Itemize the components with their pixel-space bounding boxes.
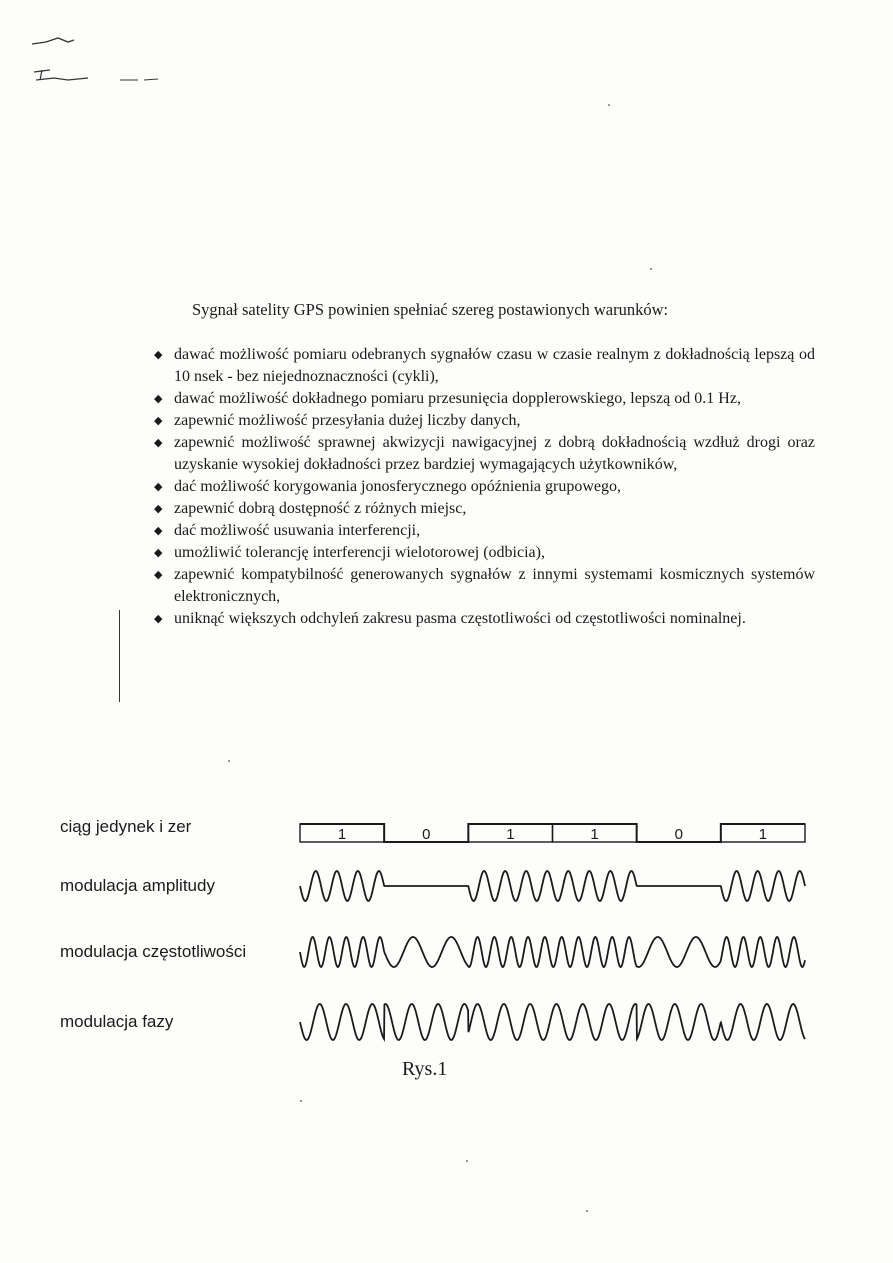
- bit-label: 1: [337, 826, 347, 843]
- diamond-bullet-icon: ◆: [154, 524, 163, 537]
- figure-caption: Rys.1: [402, 1058, 448, 1080]
- list-item-text: dawać możliwość pomiaru odebranych sygnałów czasu w czasie realnym z dokładnością lepszą od 10 nsek - bez niejednoznaczności (cykli),: [174, 346, 815, 385]
- diamond-bullet-icon: ◆: [154, 436, 163, 449]
- list-item: [150, 476, 815, 498]
- scan-speck: [650, 268, 652, 270]
- list-item: [150, 564, 815, 608]
- requirements-list: [150, 344, 815, 630]
- modulation-figure: [290, 812, 820, 1062]
- diamond-bullet-icon: ◆: [154, 502, 163, 515]
- bit-label: 0: [422, 826, 431, 843]
- row-label-bits: ciąg jedynek i zer: [60, 817, 192, 836]
- scan-speck: [608, 104, 610, 106]
- list-item: [150, 520, 815, 542]
- list-item: [150, 344, 815, 388]
- bit-label: 1: [506, 826, 515, 843]
- diamond-bullet-icon: ◆: [154, 568, 163, 581]
- row-label-fm: modulacja częstotliwości: [60, 942, 247, 961]
- list-item-text: dawać możliwość dokładnego pomiaru przesunięcia dopplerowskiego, lepszą od 0.1 Hz,: [174, 390, 741, 407]
- diamond-bullet-icon: ◆: [154, 348, 163, 361]
- diamond-bullet-icon: ◆: [154, 414, 163, 427]
- scan-speck: [586, 1210, 588, 1212]
- scan-scribble-mark: [28, 30, 168, 90]
- list-item-text: zapewnić dobrą dostępność z różnych miejsc,: [174, 500, 467, 517]
- list-item-text: dać możliwość usuwania interferencji,: [174, 522, 421, 539]
- bit-label: 0: [674, 826, 683, 843]
- scan-speck: [228, 760, 230, 762]
- diamond-bullet-icon: ◆: [154, 546, 163, 559]
- list-item-text: zapewnić kompatybilność generowanych sygnałów z innymi systemami kosmicznych systemów elektronicznych,: [174, 566, 815, 605]
- diamond-bullet-icon: ◆: [154, 612, 163, 625]
- bit-label: 1: [590, 826, 599, 843]
- frequency-modulation-wave: [300, 937, 805, 967]
- diamond-bullet-icon: ◆: [154, 392, 163, 405]
- row-label-am: modulacja amplitudy: [60, 876, 215, 895]
- row-label-pm: modulacja fazy: [60, 1012, 174, 1031]
- list-item: [150, 432, 815, 476]
- list-item: [150, 410, 815, 432]
- scan-speck: [300, 1100, 302, 1102]
- list-item-text: zapewnić możliwość sprawnej akwizycji nawigacyjnej z dobrą dokładnością wzdłuż drogi oraz uzyskanie wysokiej dokładności przez bardziej wymagających użytkowników,: [174, 434, 815, 473]
- list-item-text: dać możliwość korygowania jonosferycznego opóźnienia grupowego,: [174, 478, 621, 495]
- list-item-text: umożliwić tolerancję interferencji wielotorowej (odbicia),: [174, 544, 545, 561]
- list-item: [150, 498, 815, 520]
- scan-speck: [466, 1160, 468, 1162]
- list-item: [150, 542, 815, 564]
- list-item-text: uniknąć większych odchyleń zakresu pasma częstotliwości od częstotliwości nominalnej.: [174, 610, 746, 627]
- intro-heading: Sygnał satelity GPS powinien spełniać szereg postawionych warunków:: [192, 300, 669, 319]
- list-item: [150, 608, 815, 630]
- bit-label: 1: [758, 826, 768, 843]
- diamond-bullet-icon: ◆: [154, 480, 163, 493]
- list-item-text: zapewnić możliwość przesyłania dużej liczby danych,: [174, 412, 521, 429]
- list-item: [150, 388, 815, 410]
- phase-modulation-wave: [300, 1004, 805, 1040]
- bit-sequence: [300, 824, 805, 843]
- amplitude-modulation-wave: [300, 871, 805, 901]
- margin-line: [119, 610, 120, 702]
